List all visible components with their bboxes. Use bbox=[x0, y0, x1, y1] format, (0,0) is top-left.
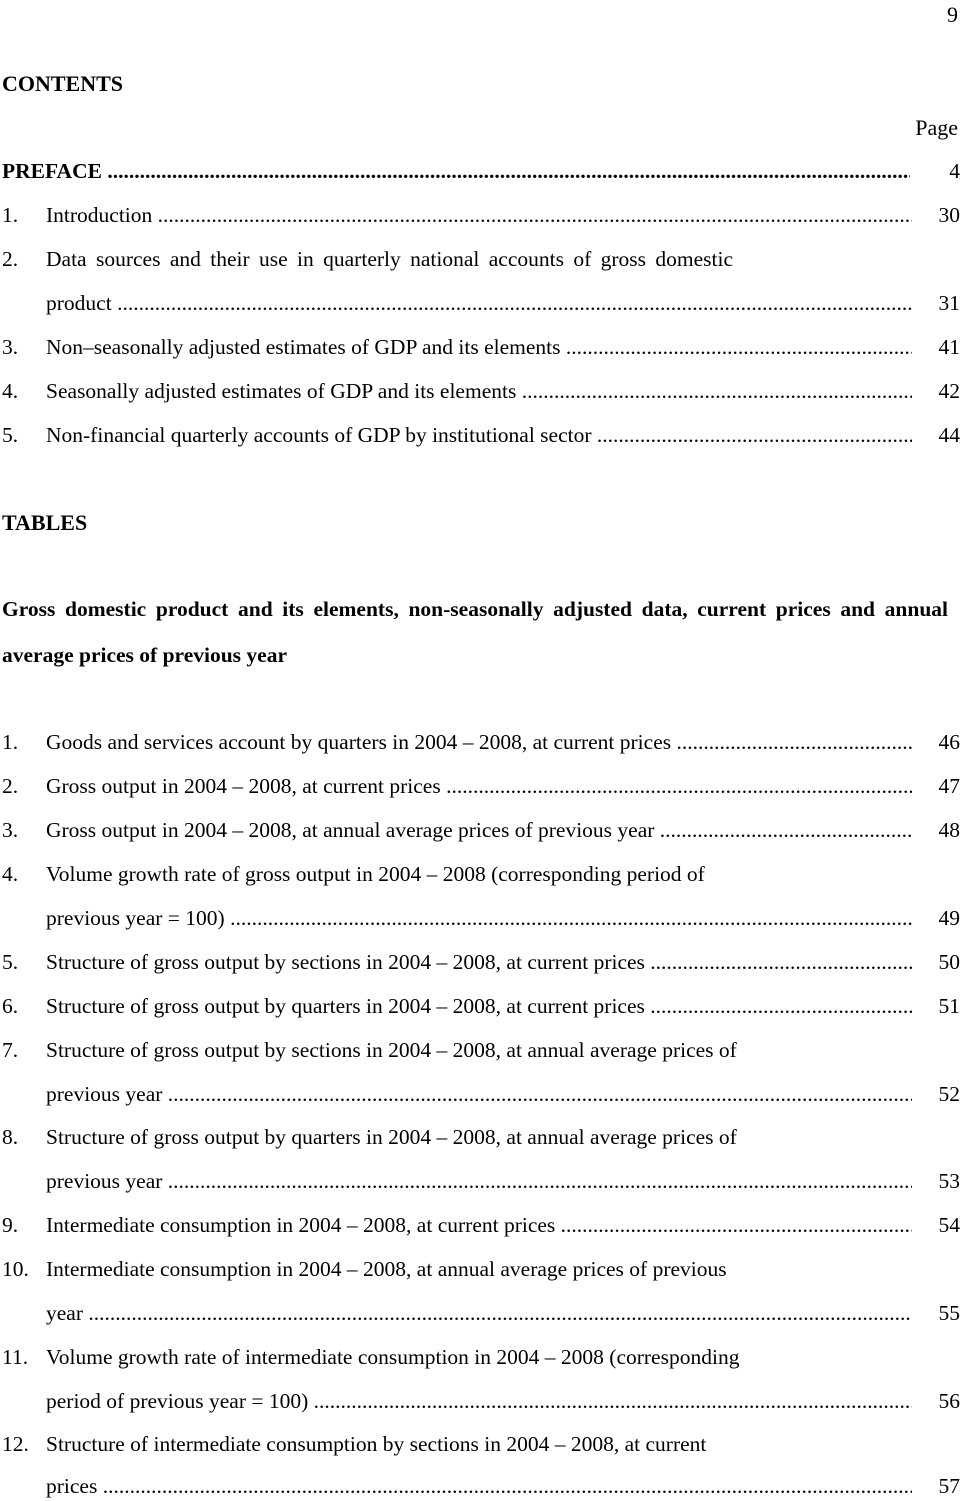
toc-entry-page: 47 bbox=[938, 774, 960, 798]
toc-entry-number: 2. bbox=[2, 774, 19, 798]
toc-entry[interactable] bbox=[2, 244, 960, 274]
toc-entry-label-continued: previous year ..... bbox=[46, 1079, 912, 1109]
toc-entry-label: Structure of gross output by quarters in 2004 – 2008, at annual average prices of bbox=[46, 1125, 737, 1149]
toc-entry-number: 3. bbox=[2, 335, 19, 359]
toc-entry-label: Structure of gross output by quarters in 2004 – 2008, at current prices ..... bbox=[46, 991, 912, 1021]
toc-entry-label: Intermediate consumption in 2004 – 2008, at current prices ..... bbox=[46, 1210, 912, 1240]
toc-entry[interactable] bbox=[2, 991, 960, 1021]
toc-entry-page: 57 bbox=[938, 1474, 960, 1498]
toc-entry-label: Volume growth rate of gross output in 2004 – 2008 (corresponding period of bbox=[46, 862, 705, 886]
toc-entry-page: 42 bbox=[938, 379, 960, 403]
toc-entry[interactable] bbox=[2, 1210, 960, 1240]
toc-entry[interactable] bbox=[2, 815, 960, 845]
toc-entry-label-continued: year ..... bbox=[46, 1298, 912, 1328]
page-column-label: Page bbox=[915, 115, 958, 140]
toc-entry-label: Structure of gross output by sections in 2004 – 2008, at current prices ..... bbox=[46, 947, 912, 977]
toc-entry[interactable] bbox=[2, 771, 960, 801]
toc-entry-page: 56 bbox=[938, 1389, 960, 1413]
toc-entry-number: 4. bbox=[2, 379, 19, 403]
toc-entry[interactable] bbox=[2, 947, 960, 977]
toc-entry-label: Non–seasonally adjusted estimates of GDP and its elements ..... bbox=[46, 332, 912, 362]
toc-entry-page: 49 bbox=[938, 906, 960, 930]
toc-entry-label-continued: previous year = 100) ..... bbox=[46, 903, 912, 933]
toc-entry-page: 53 bbox=[938, 1169, 960, 1193]
toc-entry-number: 6. bbox=[2, 994, 19, 1018]
toc-entry-label: Goods and services account by quarters in 2004 – 2008, at current prices ..... bbox=[46, 727, 912, 757]
toc-entry-continuation[interactable] bbox=[2, 1079, 960, 1109]
toc-entry[interactable] bbox=[2, 1429, 960, 1459]
toc-entry-label-continued: product ..... bbox=[46, 288, 912, 318]
toc-entry-continuation[interactable] bbox=[2, 1298, 960, 1328]
toc-entry[interactable] bbox=[2, 1122, 960, 1152]
toc-entry-page: 30 bbox=[938, 203, 960, 227]
toc-entry-number: 1. bbox=[2, 730, 19, 754]
toc-entry-label: Seasonally adjusted estimates of GDP and its elements ..... bbox=[46, 376, 912, 406]
toc-entry-label-continued: period of previous year = 100) ..... bbox=[46, 1386, 912, 1416]
toc-entry-number: 2. bbox=[2, 247, 19, 271]
toc-entry-continuation[interactable] bbox=[2, 1166, 960, 1196]
toc-entry-continuation[interactable] bbox=[2, 288, 960, 318]
contents-heading: CONTENTS bbox=[2, 71, 124, 96]
toc-entry-number: 9. bbox=[2, 1213, 19, 1237]
toc-entry-continuation[interactable] bbox=[2, 1471, 960, 1501]
toc-entry-page: 48 bbox=[938, 818, 960, 842]
toc-entry-label: Gross output in 2004 – 2008, at current prices ..... bbox=[46, 771, 912, 801]
toc-entry-number: 10. bbox=[2, 1257, 29, 1281]
toc-entry-label-continued: prices ..... bbox=[46, 1471, 912, 1501]
toc-entry-page: 41 bbox=[938, 335, 960, 359]
toc-entry-label: Structure of intermediate consumption by sections in 2004 – 2008, at current bbox=[46, 1432, 707, 1456]
toc-entry-number: 11. bbox=[2, 1345, 29, 1369]
toc-entry-continuation[interactable] bbox=[2, 1386, 960, 1416]
toc-entry-number: 1. bbox=[2, 203, 19, 227]
toc-entry[interactable] bbox=[2, 200, 960, 230]
toc-entry-number: 7. bbox=[2, 1038, 19, 1062]
toc-entry-number: 12. bbox=[2, 1432, 29, 1456]
toc-entry-number: 4. bbox=[2, 862, 19, 886]
toc-entry[interactable] bbox=[2, 727, 960, 757]
toc-entry-label: Volume growth rate of intermediate consumption in 2004 – 2008 (corresponding bbox=[46, 1345, 740, 1369]
toc-entry[interactable] bbox=[2, 859, 960, 889]
toc-entry-number: 3. bbox=[2, 818, 19, 842]
tables-subheading: Gross domestic product and its elements, non-seasonally adjusted data, current prices and annual average prices of previous year bbox=[2, 597, 948, 667]
toc-entry[interactable] bbox=[2, 1342, 960, 1372]
toc-entry-page: 50 bbox=[938, 950, 960, 974]
toc-entry-page: 46 bbox=[938, 730, 960, 754]
toc-entry-label: Gross output in 2004 – 2008, at annual average prices of previous year ..... bbox=[46, 815, 912, 845]
toc-entry-label: Structure of gross output by sections in 2004 – 2008, at annual average prices of bbox=[46, 1038, 737, 1062]
toc-entry-preface[interactable] bbox=[2, 156, 960, 186]
toc-entry[interactable] bbox=[2, 420, 960, 450]
toc-entry-number: 5. bbox=[2, 950, 19, 974]
toc-entry-page: 4 bbox=[949, 159, 960, 183]
toc-entry[interactable] bbox=[2, 376, 960, 406]
toc-entry[interactable] bbox=[2, 1035, 960, 1065]
toc-entry-page: 31 bbox=[938, 291, 960, 315]
toc-entry-label: Introduction ..... bbox=[46, 200, 912, 230]
toc-entry-label-continued: previous year ..... bbox=[46, 1166, 912, 1196]
toc-entry-page: 54 bbox=[938, 1213, 960, 1237]
tables-heading: TABLES bbox=[2, 510, 88, 535]
toc-entry-label: PREFACE ..... bbox=[2, 156, 910, 186]
toc-entry-number: 8. bbox=[2, 1125, 19, 1149]
toc-entry-label: Data sources and their use in quarterly national accounts of gross domestic bbox=[46, 247, 734, 271]
toc-entry[interactable] bbox=[2, 1254, 960, 1284]
page-number: 9 bbox=[947, 2, 958, 27]
toc-entry-page: 52 bbox=[938, 1082, 960, 1106]
toc-entry-page: 44 bbox=[938, 423, 960, 447]
toc-entry-continuation[interactable] bbox=[2, 903, 960, 933]
toc-entry-number: 5. bbox=[2, 423, 19, 447]
toc-entry-label: Non-financial quarterly accounts of GDP by institutional sector ..... bbox=[46, 420, 912, 450]
toc-entry-label: Intermediate consumption in 2004 – 2008, at annual average prices of previous bbox=[46, 1257, 727, 1281]
toc-entry-page: 55 bbox=[938, 1301, 960, 1325]
toc-entry-page: 51 bbox=[938, 994, 960, 1018]
toc-entry[interactable] bbox=[2, 332, 960, 362]
